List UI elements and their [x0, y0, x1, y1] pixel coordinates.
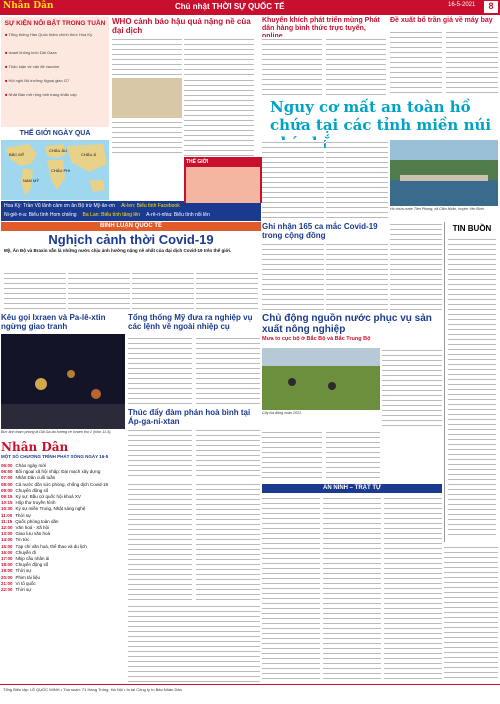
world-map-header: THẾ GIỚI NGÀY QUA: [1, 128, 109, 140]
article-text: [112, 37, 182, 77]
tv-header: [1, 440, 125, 462]
article-text: [262, 37, 322, 97]
article-text: [446, 30, 498, 95]
article-de-xuat: [390, 17, 498, 25]
tv-show: Thời sự: [15, 568, 32, 574]
article-text: [196, 482, 260, 602]
article-text: [196, 336, 260, 406]
article-who: [112, 17, 254, 35]
photo-caption: Cấy lúa đông xuân 2021.: [262, 411, 302, 415]
commentary-title-wrap: [1, 232, 261, 247]
article-text: [128, 428, 192, 480]
tv-show: Quốc phòng toàn dân: [15, 518, 59, 524]
obituary-title: TIN BUỒN: [452, 224, 492, 233]
tv-time: 16:00: [1, 549, 13, 555]
commentary-lead: Mỹ, Ấn Độ và Braxin vẫn là những nước chịu ảnh hưởng nặng nề nhất của đại dịch Covid-19 trên thế giới.: [4, 248, 232, 253]
article-ghi-nhan: [262, 222, 388, 240]
article-text: [128, 336, 192, 406]
event-item: ■ Tổng thống Hàn Quốc thăm chính thức Hoa Kỳ: [5, 32, 93, 37]
tv-show: Hộp thư truyền hình: [15, 500, 56, 506]
tv-show: Chuyển động số: [15, 562, 49, 568]
tv-show: Chào ngày mới: [15, 463, 47, 468]
map-label: CHÂU PHI: [51, 168, 71, 173]
article-text: [128, 604, 260, 682]
page-footer: [0, 684, 500, 704]
photo-caption: Bức ảnh tham phóng là Dải Ga-da hướng về Ixraen thứ 2 (hôm 11-5).: [1, 430, 112, 434]
footer-text: Tổng Biên tập: LÊ QUỐC MINH • Tòa soạn: 71 Hàng Trống, Hà Nội • In tại Công ty In Báo Nhân Dân: [3, 687, 182, 692]
tv-time: 14:00: [1, 537, 13, 543]
tv-time: 12:00: [1, 525, 13, 531]
tv-time: 09:00: [1, 487, 13, 493]
article-title: Tổng thống Mỹ đưa ra nghiệp vụ các lệnh về ngoài nhiệp cụ: [128, 313, 253, 331]
tv-time: 20:00: [1, 574, 13, 580]
page-header: [0, 0, 500, 15]
dam-photo: [390, 140, 498, 206]
tv-show: Tin tức: [15, 537, 30, 543]
article-text: [326, 430, 380, 482]
article-text: [326, 242, 388, 310]
article-text: [382, 348, 442, 428]
article-text: [326, 37, 386, 97]
article-text: [326, 140, 388, 220]
event-item: ■ Thảo luận về vấn đề vaccine: [5, 64, 60, 69]
article-text: [262, 430, 322, 482]
tv-show: Thời sự: [15, 512, 31, 518]
article-text: [128, 482, 192, 602]
article-thuc-day: [128, 408, 260, 426]
tv-show: Chuyển động số: [15, 487, 49, 493]
page-number: 8: [484, 1, 498, 13]
article-text: [132, 271, 194, 311]
article-title: Kêu gọi Ixraen và Pa-lê-xtin ngừng giao tranh: [1, 313, 106, 331]
map-label: NAM MỸ: [23, 178, 39, 183]
tv-time: 19:00: [1, 568, 13, 574]
article-text: [262, 140, 324, 220]
article-text: [384, 496, 442, 682]
field-photo: [262, 348, 380, 410]
tv-schedule: [1, 463, 125, 683]
night-photo: [1, 334, 125, 429]
tv-time: 11:00: [1, 512, 13, 518]
article-text: [112, 120, 182, 156]
article-subtitle: Mưa to cục bộ ở Bắc Bộ và Bắc Trung Bộ: [262, 336, 371, 342]
article-text: [390, 30, 442, 95]
tv-show: Thời sự: [15, 587, 32, 593]
map-label: CHÂU Á: [81, 152, 97, 157]
tv-show: Vì tổ quốc: [15, 580, 36, 586]
article-keu-goi: [1, 313, 125, 331]
article-text: [323, 496, 381, 682]
tv-show: Nhân Dân cuối tuần: [15, 475, 56, 481]
commentary-title: Nghịch cảnh thời Covid-19: [48, 232, 214, 247]
article-text: [184, 78, 254, 156]
tv-time: 09:15: [1, 494, 13, 500]
ticker-item: Hoa Kỳ: Trần Vũ lãnh cảm ơn ăn Bộ trừ Mỹ-ân-ơn: [4, 203, 116, 209]
tv-show: Văn hoá - Xã hội: [15, 525, 50, 531]
ticker-item: Ni-giê-ri-a: Biểu tình Hom chiếng: [4, 212, 77, 218]
section-title: Chủ nhật THỜI SỰ QUỐC TẾ: [175, 2, 285, 11]
map-label: BẮC MỸ: [9, 152, 25, 157]
event-item: ■ Israel không kích Dải Gaza: [5, 50, 57, 55]
obituary-column: [444, 222, 499, 542]
ticker-item: Ba Lan: Biểu tình tăng lên: [82, 212, 141, 218]
issue-date: 16-5-2021: [448, 2, 476, 8]
map-label: CHÂU ÂU: [49, 148, 68, 153]
headline-title: Nguy cơ mất an toàn hồ chứa tại các tỉnh miền núi: [270, 98, 492, 134]
tv-time: 18:00: [1, 562, 13, 568]
world-ticker: [1, 201, 261, 221]
tv-show: Ký sự: Bầu cử quốc hội khoá XV: [15, 494, 81, 500]
tv-show: Tạp chí văn hoá, thể thao và du lịch: [15, 543, 87, 549]
tv-time: 13:00: [1, 531, 13, 537]
tv-show: Cả nước dồn sức phòng, chống dịch Covid-19: [15, 481, 109, 487]
ticker-item: A-rê-ri-nhia: Biểu tình nổi lên: [146, 212, 210, 218]
tv-time: 07:00: [1, 475, 13, 481]
article-chu-dong: [262, 313, 442, 343]
tv-time: 11:15: [1, 518, 13, 524]
tv-show: Bồi ngoại xã hội nhập: Đại mạch xây dựng: [15, 469, 101, 475]
article-title: Khuyến khích phát triển mùng Phát dân hàng bình thức trực tuyến,: [262, 17, 380, 32]
tv-time: 17:00: [1, 556, 13, 562]
article-text: [196, 271, 258, 311]
events-box: [1, 17, 109, 127]
big-headline: [270, 98, 498, 138]
tv-time: 08:00: [1, 481, 13, 487]
tv-show: Ký sự miền Trung, Nhật sáng nghệ: [15, 506, 86, 512]
commentary-band: BÌNH LUẬN QUỐC TẾ: [1, 222, 261, 231]
tv-show: Phim tài liệu: [15, 574, 41, 580]
article-title: Chủ động nguồn nước phục vụ sản xuất nông nghiệp: [262, 313, 432, 335]
events-box-title: SỰ KIỆN NỔI BẬT TRONG TUẦN: [4, 20, 106, 27]
article-text: [390, 222, 442, 310]
article-text: [4, 271, 66, 311]
ticker-item: Ai-len: Biểu tình Facebook: [121, 203, 180, 209]
tv-schedule-row: [1, 587, 125, 593]
article-title: Thúc đẩy đàm phán hoà bình tại Áp-ga-ni-xtan: [128, 408, 251, 426]
article-title: Đề xuất bổ trần giá về máy bay: [390, 17, 493, 24]
tv-time: 10:15: [1, 500, 13, 506]
article-tong-thong: [128, 313, 260, 331]
article-text: [196, 428, 260, 480]
event-item: ■ Hội nghị Bộ trưởng Ngoại giao G7: [5, 78, 70, 83]
tv-time: 06:50: [1, 469, 13, 475]
tv-time: 22:00: [1, 587, 13, 593]
masthead-logo: Nhân Dân: [3, 1, 54, 11]
tv-title: MỘT SỐ CHƯƠNG TRÌNH PHÁT SÓNG NGÀY 16-5: [1, 454, 109, 459]
article-title: Ghi nhận 165 ca mắc Covid-19 trong cộng đồng: [262, 222, 378, 240]
tv-show: Chuyến đi: [15, 549, 36, 555]
article-text: [68, 271, 130, 311]
tv-time: 15:00: [1, 543, 13, 549]
tv-time: 06:00: [1, 463, 13, 468]
tv-time: 21:00: [1, 580, 13, 586]
tv-show: Giao lưu văn hoá: [15, 531, 51, 537]
article-text: [444, 545, 498, 682]
tv-show: Nhịp cầu nhân ái: [15, 556, 50, 562]
security-band: AN NINH – TRẬT TỰ: [262, 484, 442, 493]
tv-logo: Nhân Dân: [1, 440, 69, 454]
world-map: [1, 140, 109, 200]
article-text: [184, 37, 254, 77]
article-title: WHO cảnh báo hậu quả nặng nề của đại dịch: [112, 17, 251, 35]
article-photo: [112, 78, 182, 118]
article-text: [262, 242, 324, 310]
article-text: [262, 496, 320, 682]
world-news-box: THẾ GIỚI: [184, 157, 262, 203]
tv-time: 10:30: [1, 506, 13, 512]
event-item: ■ Nhật Bản mở rộng tình trạng khẩn cấp: [5, 92, 77, 97]
photo-caption: Hồ chứa nước Tiền Phong, xã Cẩm Nhân, huyện Yên Bình.: [390, 207, 485, 211]
